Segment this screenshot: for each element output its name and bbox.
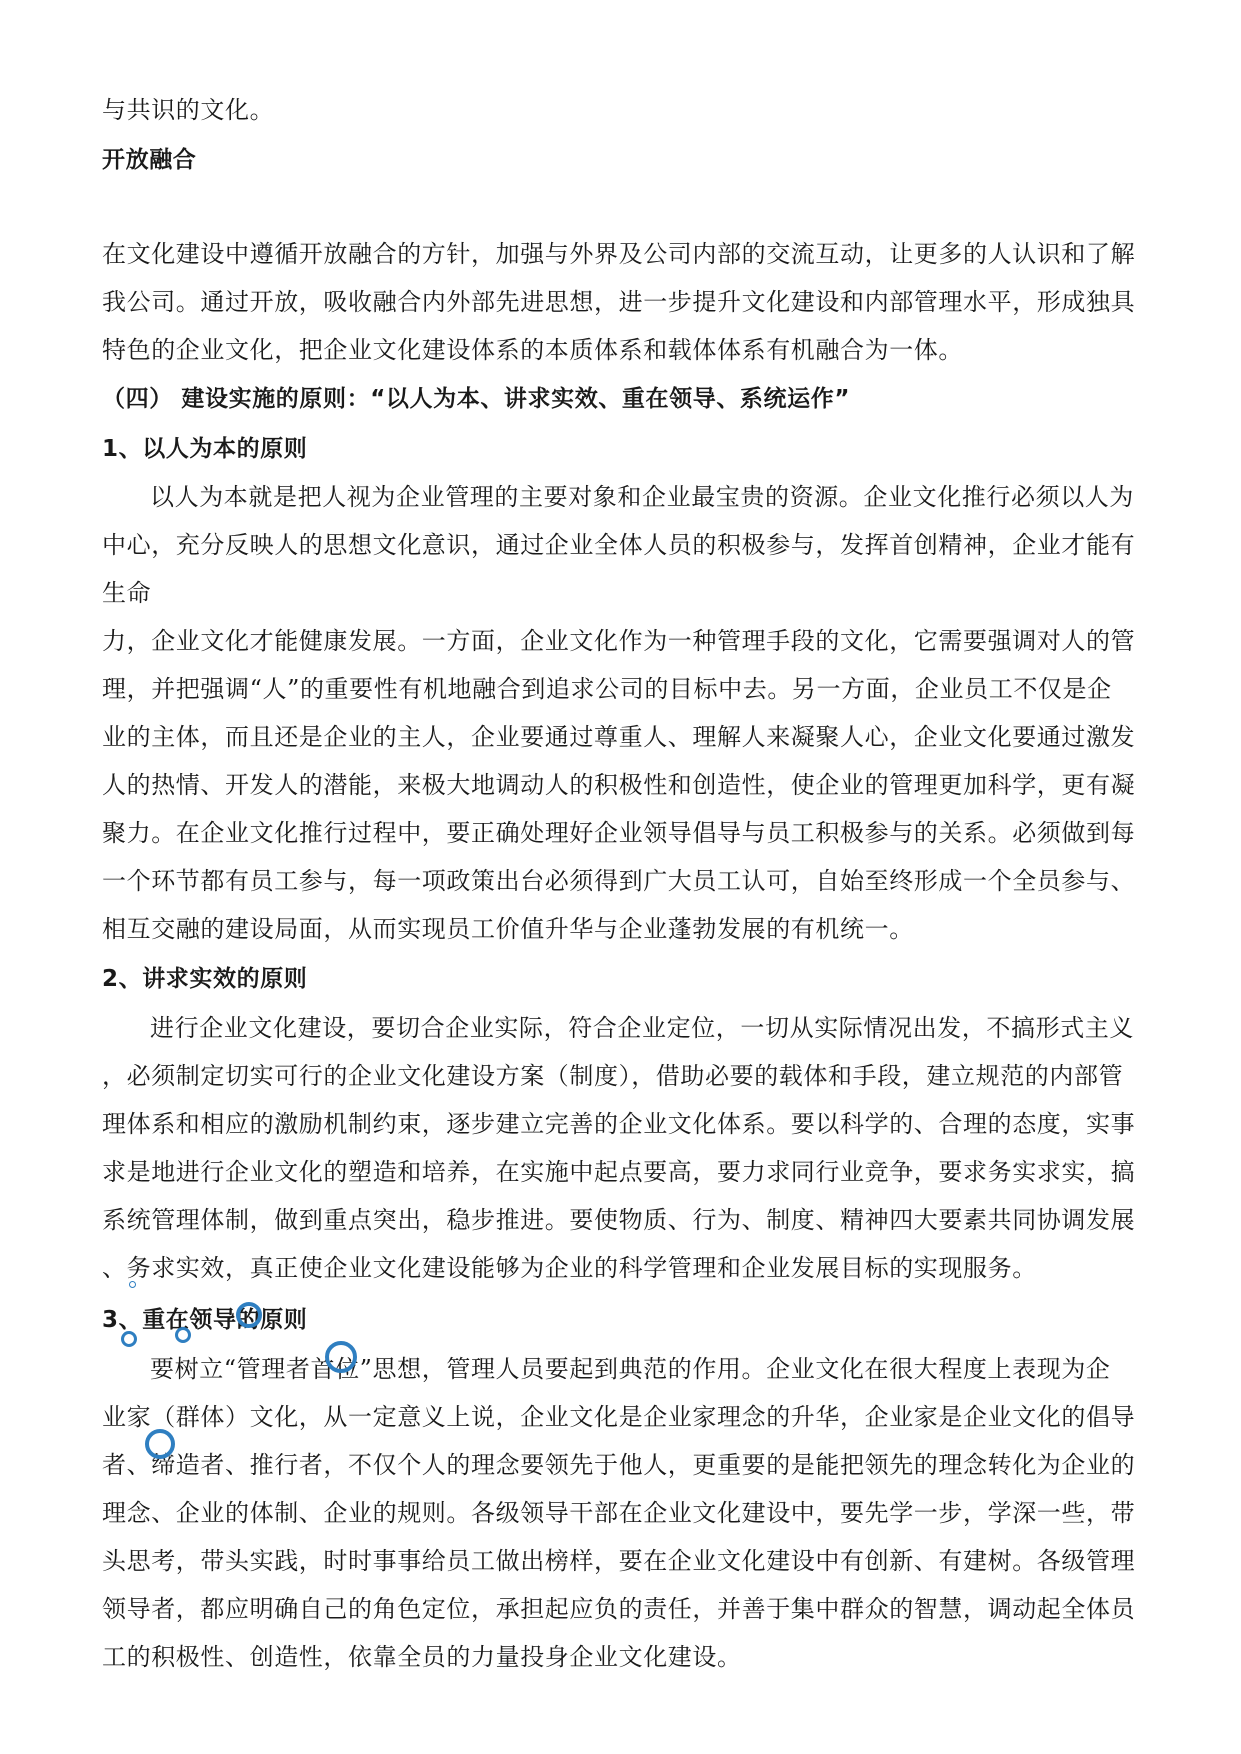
blue-ring-mark — [236, 1302, 262, 1328]
paragraph-line: 中心，充分反映人的思想文化意识，通过企业全体人员的积极参与，发挥首创精神，企业才能有 — [102, 531, 1136, 559]
paragraph-line: 求是地进行企业文化的塑造和培养，在实施中起点要高，要力求同行业竞争，要求务实求实，搞 — [102, 1158, 1136, 1186]
paragraph-line: ，必须制定切实可行的企业文化建设方案（制度），借助必要的载体和手段，建立规范的内部管 — [102, 1062, 1124, 1090]
paragraph-line: 理，并把强调“人”的重要性有机地融合到追求公司的目标中去。另一方面，企业员工不仅是企 — [102, 675, 1112, 703]
paragraph-line: 生命 — [102, 579, 152, 607]
paragraph-line: 与共识的文化。 — [102, 96, 275, 124]
blue-ring-mark — [129, 1281, 136, 1288]
section-heading-principles: （四） 建设实施的原则：“以人为本、讲求实效、重在领导、系统运作” — [102, 386, 851, 412]
paragraph-line: 领导者，都应明确自己的角色定位，承担起应负的责任，并善于集中群众的智慧，调动起全体员 — [102, 1595, 1136, 1623]
blue-ring-mark — [325, 1341, 357, 1373]
paragraph-line: 特色的企业文化，把企业文化建设体系的本质体系和载体体系有机融合为一体。 — [102, 336, 963, 364]
paragraph-line: 者、缔造者、推行者，不仅个人的理念要领先于他人，更重要的是能把领先的理念转化为企业的 — [102, 1451, 1136, 1479]
blue-ring-mark — [145, 1429, 175, 1459]
paragraph-line: 头思考，带头实践，时时事事给员工做出榜样，要在企业文化建设中有创新、有建树。各级管理 — [102, 1547, 1136, 1575]
subheading-seek-results: 2、讲求实效的原则 — [102, 966, 308, 992]
subheading-people-oriented: 1、以人为本的原则 — [102, 436, 308, 462]
paragraph-line: 要树立“管理者首位”思想，管理人员要起到典范的作用。企业文化在很大程度上表现为企 — [150, 1355, 1111, 1383]
paragraph-line: 系统管理体制，做到重点突出，稳步推进。要使物质、行为、制度、精神四大要素共同协调发展 — [102, 1206, 1136, 1234]
paragraph-line: 理体系和相应的激励机制约束，逐步建立完善的企业文化体系。要以科学的、合理的态度，实事 — [102, 1110, 1136, 1138]
paragraph-line: 工的积极性、创造性，依靠全员的力量投身企业文化建设。 — [102, 1643, 742, 1671]
blue-ring-mark — [121, 1331, 137, 1347]
paragraph-line: 力，企业文化才能健康发展。一方面，企业文化作为一种管理手段的文化，它需要强调对人的管 — [102, 627, 1136, 655]
section-heading-open-integration: 开放融合 — [102, 147, 197, 173]
paragraph-line: 人的热情、开发人的潜能，来极大地调动人的积极性和创造性，使企业的管理更加科学，更有凝 — [102, 771, 1136, 799]
paragraph-line: 一个环节都有员工参与，每一项政策出台必须得到广大员工认可，自始至终形成一个全员参与、 — [102, 867, 1136, 895]
paragraph-line: 业的主体，而且还是企业的主人，企业要通过尊重人、理解人来凝聚人心，企业文化要通过激发 — [102, 723, 1136, 751]
paragraph-line: 业家（群体）文化，从一定意义上说，企业文化是企业家理念的升华，企业家是企业文化的倡导 — [102, 1403, 1136, 1431]
paragraph-line: 理念、企业的体制、企业的规则。各级领导干部在企业文化建设中，要先学一步，学深一些，带 — [102, 1499, 1136, 1527]
paragraph-line: 进行企业文化建设，要切合企业实际，符合企业定位，一切从实际情况出发，不搞形式主义 — [150, 1014, 1134, 1042]
paragraph-line: 相互交融的建设局面，从而实现员工价值升华与企业蓬勃发展的有机统一。 — [102, 915, 914, 943]
paragraph-line: 我公司。通过开放，吸收融合内外部先进思想，进一步提升文化建设和内部管理水平，形成独具 — [102, 288, 1136, 316]
subheading-leadership: 3、重在领导的原则 — [102, 1307, 308, 1333]
paragraph-line: 聚力。在企业文化推行过程中，要正确处理好企业领导倡导与员工积极参与的关系。必须做到每 — [102, 819, 1136, 847]
blue-ring-mark — [175, 1327, 191, 1343]
paragraph-line: 、务求实效，真正使企业文化建设能够为企业的科学管理和企业发展目标的实现服务。 — [102, 1254, 1037, 1282]
paragraph-line: 以人为本就是把人视为企业管理的主要对象和企业最宝贵的资源。企业文化推行必须以人为 — [150, 483, 1134, 511]
paragraph-line: 在文化建设中遵循开放融合的方针，加强与外界及公司内部的交流互动，让更多的人认识和了解 — [102, 240, 1136, 268]
